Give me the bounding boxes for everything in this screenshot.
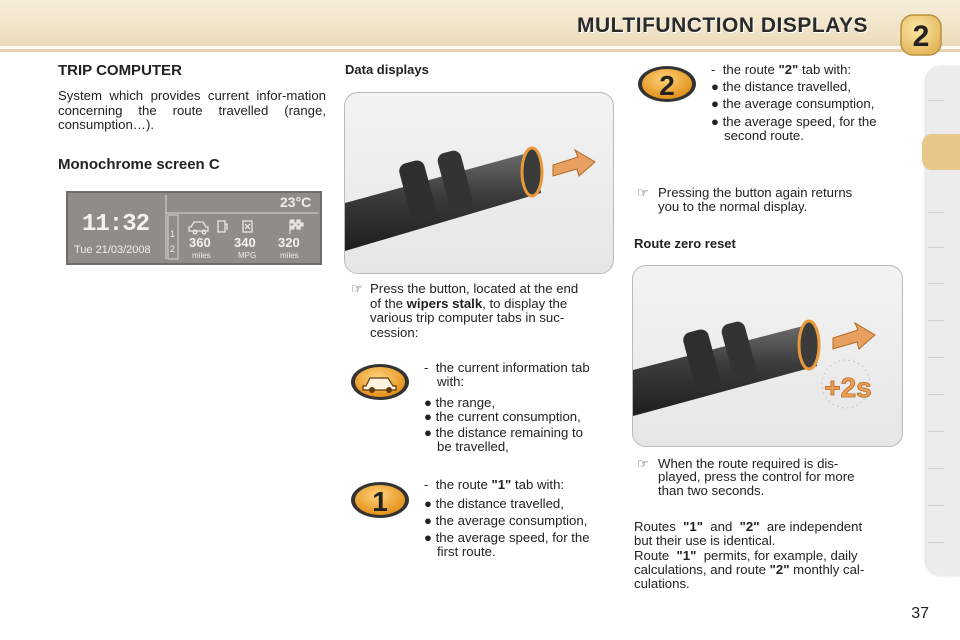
date-readout: Tue 21/03/2008 <box>74 244 151 256</box>
tab-divider <box>928 100 944 101</box>
tab-divider <box>928 394 944 395</box>
tab-current-item-1: ● the range, <box>424 395 496 410</box>
tab-divider <box>928 212 944 213</box>
section-title-route-zero-reset: Route zero reset <box>634 236 736 251</box>
tab-route2-item-2: ● the average consumption, <box>711 96 875 111</box>
chapter-badge <box>898 12 944 58</box>
wiper-stalk-illustration <box>345 93 613 273</box>
arrow-pointer-icon <box>553 150 595 176</box>
when-line-1: When the route required is dis- <box>658 456 839 471</box>
clock-time: 11:32 <box>82 211 150 238</box>
wipers-stalk-label: wipers stalk <box>406 295 483 311</box>
route-line-1: Route "1" permits, for example, daily <box>634 548 858 563</box>
monochrome-screen <box>66 191 322 265</box>
tab-divider <box>928 247 944 248</box>
pointer-bullet-icon: ☞ <box>637 185 649 200</box>
tab-route2-item-3: ● the average speed, for the <box>711 114 877 129</box>
car-tab-icon <box>349 362 411 402</box>
reset-illustration-frame <box>632 265 903 447</box>
tab-route1-item-2: ● the average consumption, <box>424 513 588 528</box>
tab-current-intro: - the current information tab <box>424 360 590 375</box>
wiper-stalk-reset-illustration <box>633 266 902 446</box>
route-line-3: culations. <box>634 576 690 591</box>
page-title: MULTIFUNCTION DISPLAYS <box>576 14 868 37</box>
press-line-2a: of the <box>370 295 403 311</box>
side-tab-active[interactable] <box>922 134 960 170</box>
tab-divider <box>928 505 944 506</box>
press-line-1: Press the button, located at the end <box>370 281 579 296</box>
screen-value-distance: 320 <box>278 235 300 250</box>
pressing-line-1: Pressing the button again returns <box>658 185 853 200</box>
tab-route1-intro: - the route "1" tab with: <box>424 477 565 492</box>
press-instruction <box>370 282 615 340</box>
screen-value-consumption: 340 <box>234 235 256 250</box>
screen-unit-distance: miles <box>280 251 299 260</box>
header-divider <box>0 46 960 49</box>
stalk-button-end <box>522 148 542 196</box>
fuel-gauge-icon <box>243 221 252 232</box>
tab-route1-item-1: ● the distance travelled, <box>424 496 564 511</box>
routes-line-1: Routes "1" and "2" are independent <box>634 519 863 534</box>
tab-route2-item-1: ● the distance travelled, <box>711 79 851 94</box>
tab-divider <box>928 283 944 284</box>
route-line-2: calculations, and route "2" monthly cal- <box>634 562 865 577</box>
pointer-bullet-icon: ☞ <box>351 281 363 296</box>
press-line-2c: , to display the <box>482 295 568 311</box>
tab-indicator-2: 2 <box>170 244 176 254</box>
route-2-tab-icon <box>636 64 698 104</box>
arrow-pointer-icon <box>833 323 875 349</box>
tab-current-intro-2: with: <box>437 374 465 389</box>
press-line-4: cession: <box>370 324 419 340</box>
tab-divider <box>928 320 944 321</box>
fuel-pump-icon <box>218 221 227 232</box>
press-line-2 <box>370 297 615 312</box>
press-line-3: various trip computer tabs in suc- <box>370 310 565 325</box>
outside-temperature: 23°C <box>280 194 312 210</box>
when-line-3: than two seconds. <box>658 483 765 498</box>
route-1-tab-icon <box>349 480 411 520</box>
section-title-data-displays: Data displays <box>345 62 429 77</box>
pointer-bullet-icon: ☞ <box>637 456 649 471</box>
pressing-line-2: you to the normal display. <box>658 199 808 214</box>
tab-divider <box>928 468 944 469</box>
screen-value-range: 360 <box>189 235 211 250</box>
svg-text:1: 1 <box>372 486 388 517</box>
page-number: 37 <box>911 605 929 622</box>
section-title-trip-computer: TRIP COMPUTER <box>58 62 182 79</box>
tab-divider <box>928 357 944 358</box>
tab-route2-intro: - the route "2" tab with: <box>711 62 852 77</box>
when-line-2: played, press the control for more <box>658 469 855 484</box>
routes-line-2: but their use is identical. <box>634 533 776 548</box>
stalk-button-end <box>799 321 819 369</box>
tab-divider <box>928 431 944 432</box>
screen-unit-range: miles <box>192 251 211 260</box>
tab-route1-item-3b: first route. <box>437 544 496 559</box>
tab-current-item-3: ● the distance remaining to <box>424 425 583 440</box>
tab-route1-item-3: ● the average speed, for the <box>424 530 590 545</box>
tab-divider <box>928 542 944 543</box>
screen-unit-consumption: MPG <box>238 251 257 260</box>
car-icon <box>189 222 208 234</box>
tab-indicator-1: 1 <box>170 229 176 239</box>
tab-current-item-3b: be travelled, <box>437 439 509 454</box>
tab-route2-item-3b: second route. <box>724 128 804 143</box>
hold-two-seconds-label: +2s <box>824 372 872 403</box>
trip-computer-intro: System which provides current infor-mation concerning the route travelled (range, consumption…). <box>58 88 326 132</box>
section-subtitle-monochrome: Monochrome screen C <box>58 156 220 173</box>
stalk-illustration-frame <box>344 92 614 274</box>
chapter-number: 2 <box>912 20 930 53</box>
svg-text:2: 2 <box>659 70 675 101</box>
checkered-flag-icon <box>290 220 303 234</box>
tab-current-item-2: ● the current consumption, <box>424 409 581 424</box>
